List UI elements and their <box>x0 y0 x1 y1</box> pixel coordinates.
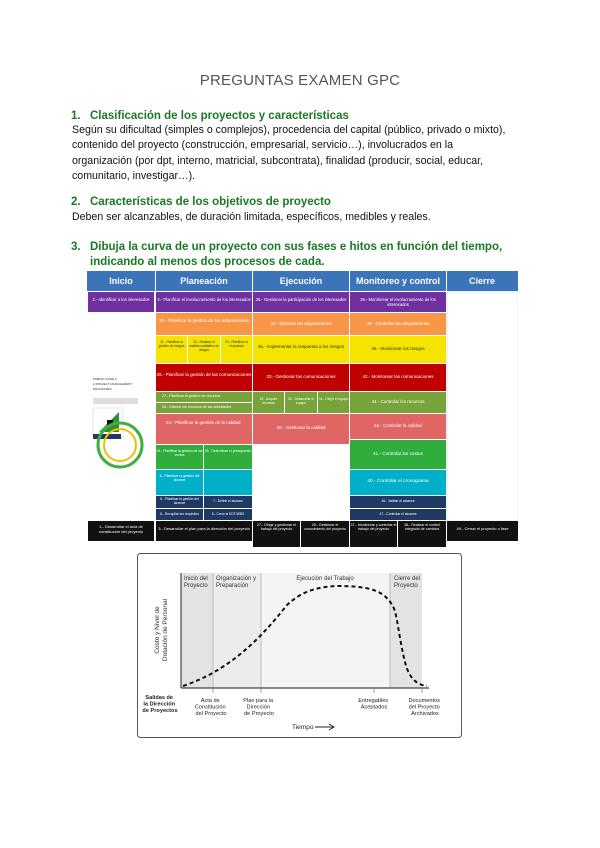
milestone-line: Salidas de <box>145 695 174 701</box>
milestone-plan <box>243 698 274 717</box>
milestone-line: Aceptados <box>360 704 388 711</box>
section-1-line: Según su dificultad (simples o complejos), procedencia del capital (público, privado o mixto), <box>72 124 506 136</box>
section-1-line: organización (por dpt, interno, matricial, subcontrata), finalidad (producir, social, educar, <box>72 154 484 167</box>
cell-text: 7.- Definir el alcance <box>212 499 244 503</box>
phase-band-inicio <box>181 573 213 688</box>
y-axis-label-line: Dotación de Personal <box>162 598 169 662</box>
cell-text: 24.- Planificar la gestión de la calidad <box>166 420 241 425</box>
page-title: PREGUNTAS EXAMEN GPC <box>199 72 401 89</box>
milestone-line: de Proyecto <box>244 711 274 717</box>
cell-text: 33.- Gestionar las comunicaciones <box>266 374 336 379</box>
section-3-number: 3. <box>71 241 81 253</box>
cell-text: 44.- Controlar los recursos <box>371 399 425 404</box>
section-1-heading <box>71 109 530 124</box>
cell-text: 45.- Monitorear los riesgos <box>371 346 425 351</box>
milestone-documentos <box>409 698 442 717</box>
cell-text: 29.- Adquirir recursos <box>259 397 278 405</box>
cell-text: 36.- Gestionar la participación de los interesados <box>255 297 347 302</box>
cell-text: 9.- Planificar la gestión del alcance <box>159 474 200 482</box>
phase-label-line: Cierre del <box>394 576 421 582</box>
cell-text: 39.- Monitorear el involucramiento de los interesados <box>360 297 436 307</box>
milestone-line: Acta de <box>200 698 220 704</box>
cell-text: 3.- Desarrollar el plan para la dirección del proyecto <box>158 526 250 531</box>
cell-text: 34.- Planificar la respuesta <box>225 340 248 348</box>
section-2-body <box>72 210 532 225</box>
milestone-line: Documentos <box>408 698 440 704</box>
milestone-line: Entregables <box>358 698 389 704</box>
cell-text: 30.- Desarrollar el equipo <box>287 397 315 405</box>
cell-text: 49.- Cerrar el proyecto o fase <box>456 526 509 531</box>
cell-text: 2.- Identificar a los interesados <box>92 297 150 302</box>
phase-label-line: Organización y <box>216 576 257 582</box>
phase-label-line: Preparación <box>216 583 249 589</box>
phase-label-cierre <box>394 576 422 589</box>
phase-label-line: Proyecto <box>184 583 208 589</box>
section-2-line: Deben ser alcanzables, de duración limitada, específicos, medibles y reales. <box>72 211 431 223</box>
cell-text: 28.- Gestionar el conocimiento del proyecto <box>304 523 346 531</box>
phase-label-ejecucion: Ejecución del Trabajo <box>296 576 354 582</box>
section-1-heading-text: Clasificación de los proyectos y características <box>90 110 349 122</box>
phase-band-cierre <box>390 573 422 688</box>
milestone-line: del Proyecto <box>195 711 227 717</box>
cell-text: 44.- Controlar la calidad <box>374 423 422 428</box>
milestone-line: de Proyectos <box>142 708 178 714</box>
process-matrix-figure <box>87 270 518 547</box>
milestone-line: la Dirección <box>143 701 176 708</box>
cierre-column <box>447 292 518 521</box>
phase-label-line: Inicio del <box>184 576 208 582</box>
cell-text: 35.- Planificar la gestión de los adquisiciones <box>159 318 249 323</box>
header-inicio: Inicio <box>109 276 133 286</box>
phase-label-line: Proyecto <box>394 583 418 589</box>
section-3-heading-line: indicando al menos dos procesos de cada. <box>90 256 325 268</box>
cell-text: 27.- Dirigir y gestionar el trabajo del proyecto <box>257 523 296 531</box>
cell-text: 46.- Validar el alcance <box>381 499 415 503</box>
cell-text: 32.- Realizar el análisis cualitativo de riesgos <box>188 340 220 352</box>
cell-text: 4.- Planificar el involucramiento de los interesados <box>157 297 251 302</box>
cell-schedule-activities <box>204 470 252 495</box>
cell-text: 34.- Efectuar las adquisiciones <box>270 321 332 326</box>
phase-band-organizacion <box>213 573 261 688</box>
milestone-line: Dirección <box>246 704 270 711</box>
milestone-line: Plan para la <box>243 698 274 704</box>
lifecycle-figure <box>137 553 462 738</box>
cell-text: 31.- Dirigir el equipo <box>318 397 349 401</box>
cell-text: 38.- Realizar el control integrado de cambios <box>404 523 440 531</box>
milestone-line: Constitución <box>194 704 226 711</box>
milestone-salidas <box>142 695 177 714</box>
book-text: A PROJECT MANAGEMENT <box>93 382 132 386</box>
cell-text: 5.- Planificar la gestión del alcance <box>160 497 199 505</box>
cell-text: 27.- Planificar la gestión de recursos <box>162 394 221 398</box>
cell-text: 42.- Monitorear las comunicaciones <box>362 374 434 379</box>
section-2-heading <box>71 195 530 210</box>
section-2-heading-text: Características de los objetivos de proyecto <box>90 196 331 208</box>
cell-text: 47.- Controlar el alcance <box>379 512 417 516</box>
matrix-header-row <box>87 271 518 291</box>
cell-text: 36.- Implementar la respuesta a los riesgos <box>257 344 345 349</box>
phase-band-ejecucion <box>261 573 390 688</box>
section-3-heading-line: Dibuja la curva de un proyecto con sus fases e hitos en función del tiempo, <box>90 241 503 253</box>
phase-label-inicio <box>184 576 209 589</box>
cell-text: 37.- Monitorear y controlar el trabajo del proyecto <box>350 523 397 531</box>
cell-text: 28.- Estimar los recursos de las actividades <box>162 405 232 409</box>
cell-text: 1.- Desarrollar el acta de constitución del proyecto <box>98 524 144 534</box>
section-1-line: contenido del proyecto (construcción, empresarial, servicio…), involucrados en la <box>72 139 453 152</box>
section-3-heading <box>71 240 560 270</box>
y-axis-label-line: Costo y Nivel de <box>154 606 161 654</box>
section-2-number: 2. <box>71 196 81 208</box>
section-1-body <box>72 123 532 185</box>
x-axis-label: Tiempo <box>292 724 314 731</box>
milestone-line: Archivados <box>411 711 439 717</box>
header-monitoreo: Monitoreo y control <box>356 276 440 286</box>
cell-text: 31.- Planificar la gestión de riesgos <box>158 340 185 348</box>
milestone-line: del Proyecto <box>408 704 440 711</box>
cell-text: 48.- Controlar las adquisiciones <box>366 321 430 326</box>
cell-text: 6.- Recopilar los requisitos <box>160 512 199 516</box>
book-text: PROCESSES <box>93 387 112 391</box>
cell-text: 41.- Controlar los costos <box>373 451 423 456</box>
header-planeacion: Planeación <box>180 276 228 286</box>
section-1-number: 1. <box>71 110 81 122</box>
book-text: PMBOK GUIDE 6 <box>93 377 117 381</box>
header-cierre: Cierre <box>468 276 496 286</box>
cell-text: 25.- Gestionar la calidad <box>276 425 326 430</box>
cell-text: 8.- Crear la EDT/WBS <box>211 512 245 516</box>
cell-text: 40.- Controlar el cronograma <box>367 479 429 484</box>
section-1-line: comunitario, investigar…). <box>72 170 196 183</box>
header-ejecucion: Ejecución <box>279 276 323 286</box>
cell-text: 16.- Planificar la gestión de los costos <box>156 449 203 457</box>
cell-text: 18.- Determinar el presupuesto <box>204 449 252 453</box>
cell-text: 25.- Planificar la gestión de las comunicaciones <box>156 372 252 377</box>
milestone-entregables <box>358 698 389 711</box>
